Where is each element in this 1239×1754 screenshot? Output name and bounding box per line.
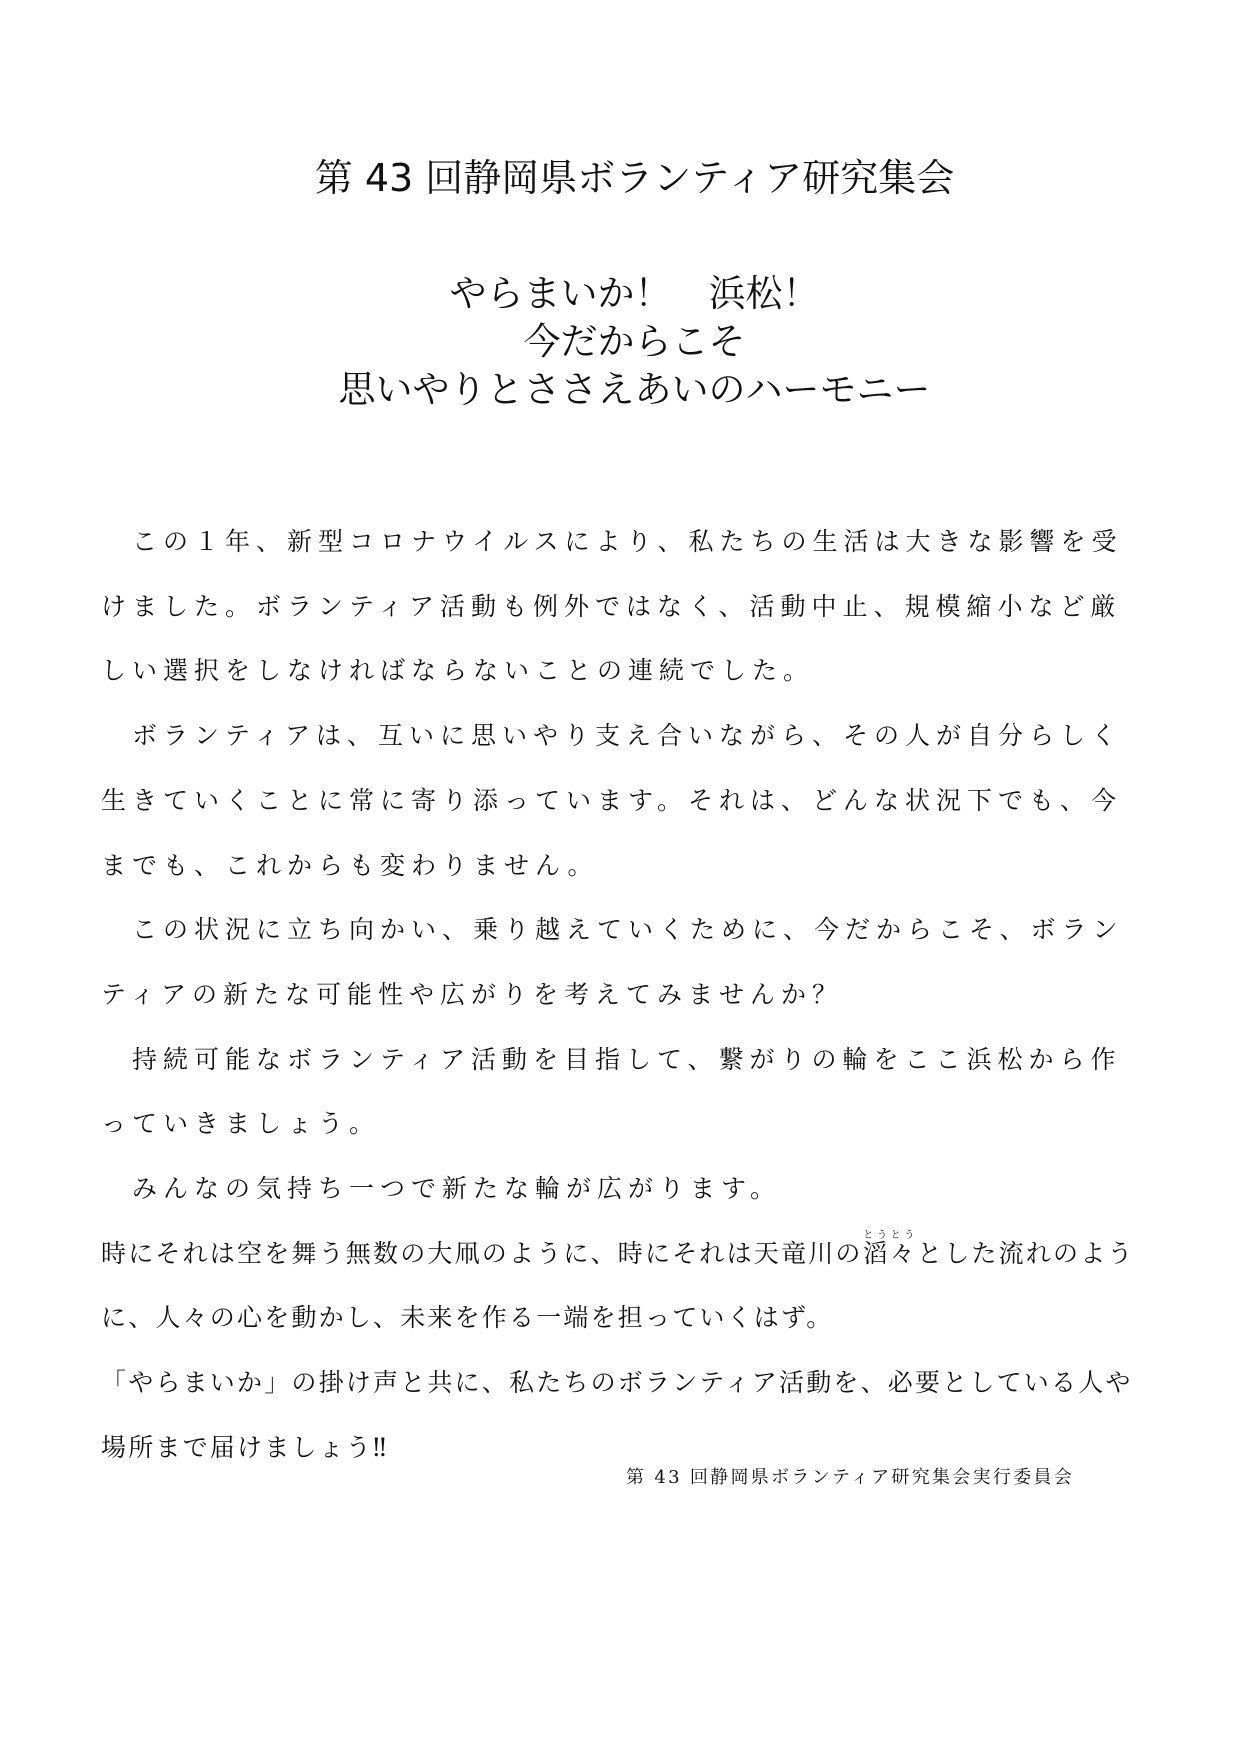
slogan-line-1: やらまいか！ 浜松！ (449, 272, 820, 315)
ruby-base: 滔々 (862, 1238, 918, 1268)
document-title: 第 43 回静岡県ボランティア研究集会 (314, 156, 955, 200)
slogan-line-2: 今だからこそ (523, 320, 746, 363)
paragraph-3: この状況に立ち向かい、乗り越えていくために、今だからこそ、ボランティアの新たな可能性や広がりを考えてみませんか？ (101, 915, 1124, 1009)
slogan-line-3: 思いやりとささえあいのハーモニー (338, 368, 931, 411)
paragraph-5: みんなの気持ち一つで新たな輪が広がります。 (132, 1174, 782, 1204)
ruby-word (862, 1229, 918, 1268)
paragraph-7: 「やらまいか」の掛け声と共に、私たちのボランティア活動を、必要としている人や場所まで届けましょう‼ (101, 1368, 1133, 1462)
paragraph-1: この１年、新型コロナウイルスにより、私たちの生活は大きな影響を受けました。ボランティア活動も例外ではなく、活動中止、規模縮小など厳しい選択をしなければならないことの連続でした。 (101, 527, 1123, 686)
paragraph-6-after: とした流れのように、人々の心を動かし、未来を作る一端を担っていくはず。 (101, 1238, 1135, 1333)
paragraph-6-before: 時にそれは空を舞う無数の大凧のように、時にそれは天竜川の (101, 1238, 863, 1268)
paragraph-6 (101, 1222, 1141, 1351)
body-text (101, 510, 1141, 1481)
signature: 第 43 回静岡県ボランティア研究集会実行委員会 (626, 1467, 1075, 1488)
slogan (0, 270, 1239, 414)
paragraph-4: 持続可能なボランティア活動を目指して、繋がりの輪をここ浜松から作っていきましょう。 (101, 1044, 1122, 1139)
paragraph-2: ボランティアは、互いに思いやり支え合いながら、その人が自分らしく生きていくことに常に寄り添っています。それは、どんな状況下でも、今までも、これからも変わりません。 (101, 721, 1123, 880)
ruby-reading: とうとう (862, 1229, 918, 1241)
